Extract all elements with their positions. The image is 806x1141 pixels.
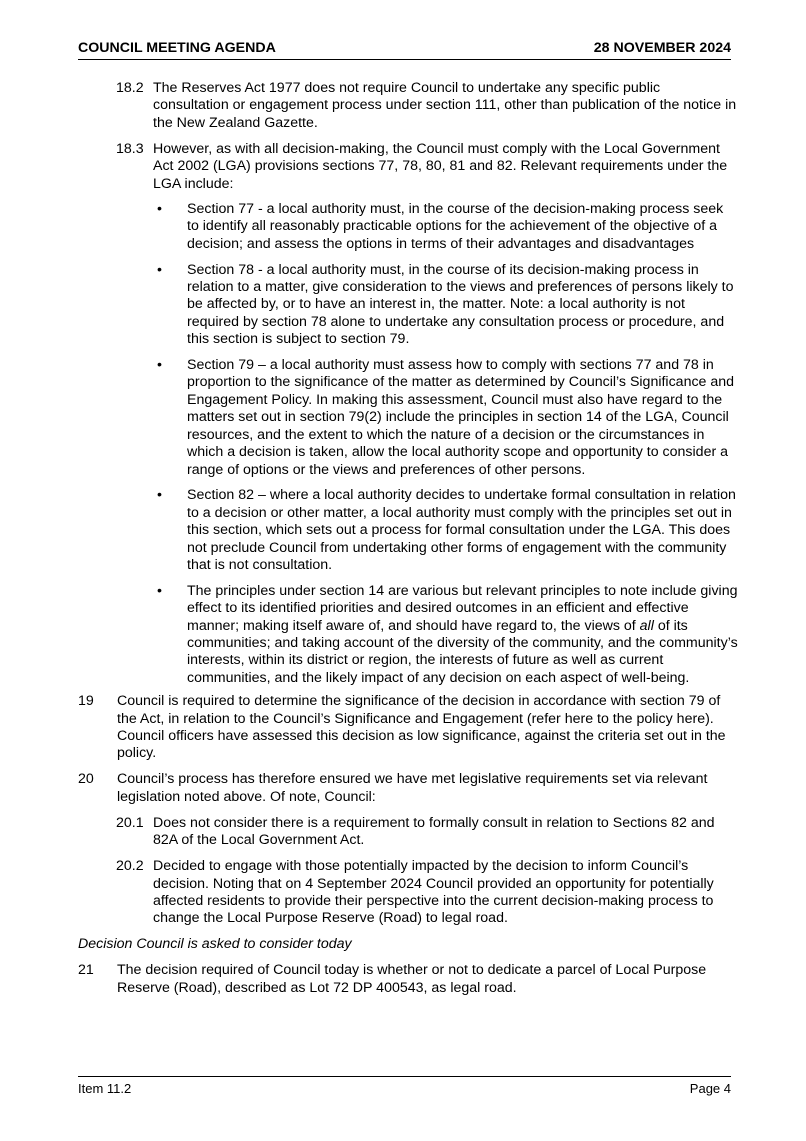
list-item-text: Section 78 - a local authority must, in the course of its decision-making process in relation to a matter, give consideration to the views and preferences of persons likely to be affected by, or to have an interest in, the matter. Note: a local authority is not required by section 78 alone to undertake any consultation process or procedure, and this section is subject to section 79. (187, 261, 734, 348)
paragraph-18-2 (116, 80, 738, 132)
list-item (153, 487, 738, 574)
list-item (153, 357, 738, 479)
list-item-text: Section 79 – a local authority must assess how to comply with sections 77 and 78 in proportion to the significance of the matter as determined by Council’s Significance and Engagement Policy. In making this assessment, Council must also have regard to the matters set out in section 79(2) include the principles in section 14 of the LGA, Council resources, and the extent to which the nature of a decision or the circumstances in which a decision is taken, allow the local authority scope and opportunity to consider a range of options or the views and preferences of other persons. (187, 357, 735, 478)
paragraph-19 (78, 693, 738, 763)
paragraph-number: 20.2 (116, 858, 144, 875)
paragraph-20-2 (116, 858, 738, 928)
paragraph-number: 18.3 (116, 140, 144, 157)
bullet-icon: • (157, 357, 162, 374)
list-item-text-end: of its communities; and taking account of the diversity of the community, and the community’s interests, within its district or region, the interests of future as well as current communities, and the likely impact of any decision on each aspect of well-being. (187, 617, 738, 686)
list-item (153, 201, 738, 253)
list-item-text: Section 77 - a local authority must, in the course of the decision-making process seek to identify all reasonably practicable options for the achievement of the objective of a decision; and assess the options in terms of their advantages and disadvantages (187, 201, 724, 252)
list-item-text (187, 583, 738, 687)
document-body (78, 80, 738, 1006)
paragraph-text: The decision required of Council today is whether or not to dedicate a parcel of Local Purpose Reserve (Road), described as Lot 72 DP 400543, as legal road. (117, 962, 707, 996)
section-heading: Decision Council is asked to consider today (78, 936, 352, 953)
paragraph-text: Council’s process has therefore ensured we have met legislative requirements set via relevant legislation noted above. Of note, Council: (117, 771, 708, 805)
paragraph-number: 20 (78, 771, 94, 788)
page-footer (78, 1076, 731, 1096)
page-header (78, 40, 731, 60)
list-item (153, 262, 738, 349)
bullet-icon: • (157, 487, 162, 504)
paragraph-text: However, as with all decision-making, the Council must comply with the Local Government Act 2002 (LGA) provisions sections 77, 78, 80, 81 and 82. Relevant requirements under the LGA include: (153, 140, 728, 192)
emphasis-text: all (639, 617, 654, 634)
list-item-text-start: The principles under section 14 are various but relevant principles to note include giving effect to its identified priorities and desired outcomes in an efficient and effective manner; making itself aware of, and should have regard to, the views of (187, 582, 738, 634)
bullet-icon: • (157, 582, 162, 599)
paragraph-18-3 (116, 141, 738, 193)
page-number: Page 4 (689, 1081, 731, 1096)
list-item (153, 583, 738, 687)
paragraph-number: 20.1 (116, 814, 144, 831)
lga-requirements-list (153, 201, 738, 687)
list-item-text: Section 82 – where a local authority decides to undertake formal consultation in relation to a decision or other matter, a local authority must comply with the principles set out in this section, which sets out a process for formal consultation under the LGA. This does not preclude Council from undertaking other forms of engagement with the community that is not consultation. (187, 487, 736, 573)
paragraph-number: 19 (78, 693, 94, 710)
paragraph-20-1 (116, 815, 738, 850)
paragraph-number: 18.2 (116, 80, 144, 96)
paragraph-text: Decided to engage with those potentially impacted by the decision to inform Council’s decision. Noting that on 4 September 2024 Council provided an opportunity for potentially affected residents to provide their perspective into the current decision-making process to change the Local Purpose Reserve (Road) to legal road. (153, 858, 714, 927)
paragraph-text: Does not consider there is a requirement to formally consult in relation to Sections 82 and 82A of the Local Government Act. (153, 814, 715, 849)
header-title: COUNCIL MEETING AGENDA (78, 40, 276, 56)
bullet-icon: • (157, 201, 162, 218)
paragraph-20 (78, 771, 738, 806)
footer-item-label: Item 11.2 (78, 1081, 132, 1096)
paragraph-number: 21 (78, 962, 94, 979)
header-date: 28 NOVEMBER 2024 (593, 40, 731, 56)
paragraph-text: Council is required to determine the significance of the decision in accordance with section 79 of the Act, in relation to the Council’s Significance and Engagement (refer here to the policy here). Council officers have assessed this decision as low significance, against the criteria set out in the policy. (117, 693, 726, 762)
bullet-icon: • (157, 261, 162, 278)
paragraph-text: The Reserves Act 1977 does not require Council to undertake any specific public consultation or engagement process under section 111, other than publication of the notice in the New Zealand Gazette. (153, 80, 737, 131)
paragraph-21 (78, 962, 738, 997)
